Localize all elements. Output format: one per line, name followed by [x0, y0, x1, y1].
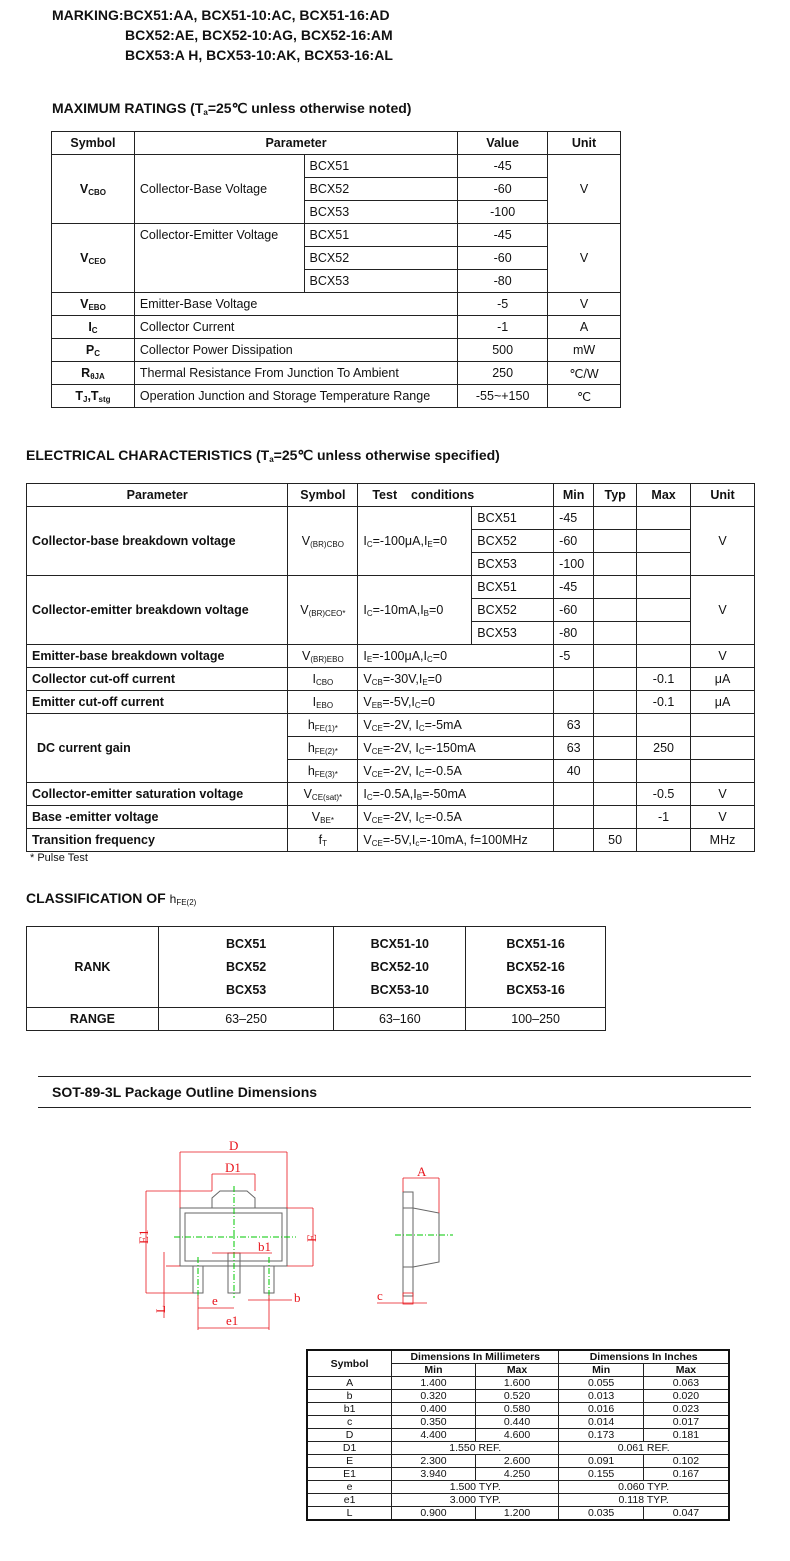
unit-cell: V: [691, 576, 755, 645]
min-cell: -60: [554, 599, 594, 622]
elec-char-table: [26, 483, 755, 852]
unit-cell: ℃/W: [548, 362, 621, 385]
max-ratings-title: MAXIMUM RATINGS ($T_a=25℃$ unless otherwise noted): [52, 100, 412, 117]
device-cell: BCX53: [304, 270, 458, 293]
svg-text:E1: E1: [136, 1229, 151, 1244]
typ-cell: 50: [594, 829, 637, 852]
param-cell: Collector-base breakdown voltage: [27, 507, 288, 576]
cond-cell: $V_{CE}=-5V,I_c=-10mA$, f=100MHz: [358, 829, 554, 852]
elec-char-title: ELECTRICAL CHARACTERISTICS ($T_a=25℃$ unless otherwise specified): [26, 447, 500, 464]
param-vceo: Collector-Emitter Voltage: [134, 224, 304, 293]
param-cell: Collector-emitter breakdown voltage: [27, 576, 288, 645]
package-side-view-drawing: [365, 1150, 465, 1320]
header-inches: Dimensions In Inches: [559, 1350, 729, 1364]
param-cell: Base -emitter voltage: [27, 806, 288, 829]
param-cell: DC current gain: [27, 714, 288, 783]
max-cell: [637, 553, 691, 576]
unit-cell: V: [691, 783, 755, 806]
table-row: [27, 668, 755, 691]
header-mm: Dimensions In Millimeters: [392, 1350, 559, 1364]
device-cell: BCX52: [304, 247, 458, 270]
device-cell: BCX52: [472, 599, 554, 622]
param-cell: Collector Current: [134, 316, 457, 339]
min-cell: 63: [554, 737, 594, 760]
unit-vceo: V: [548, 224, 621, 293]
typ-cell: [594, 806, 637, 829]
typ-cell: [594, 576, 637, 599]
range-row: [27, 1008, 606, 1031]
cond-cell: $I_C=-0.5A,I_B=-50mA$: [358, 783, 554, 806]
cond-cell: $I_C=-100\mu A,I_E=0$: [358, 507, 472, 576]
cond-cell: $V_{EB}=-5V,I_C=0$: [358, 691, 554, 714]
range-label: RANGE: [27, 1008, 159, 1031]
table-row: [27, 645, 755, 668]
max-cell: -0.1: [637, 691, 691, 714]
classification-table: [26, 926, 606, 1031]
cond-cell: $I_E=-100\mu A,I_C=0$: [358, 645, 554, 668]
param-vcbo: Collector-Base Voltage: [134, 155, 304, 224]
typ-cell: [594, 553, 637, 576]
symbol-ic: $I_C$: [52, 316, 135, 339]
header-min: Min: [554, 484, 594, 507]
unit-cell: MHz: [691, 829, 755, 852]
table-row: [52, 385, 621, 408]
rank-label: RANK: [27, 927, 159, 1008]
typ-cell: [594, 507, 637, 530]
param-cell: Collector-emitter saturation voltage: [27, 783, 288, 806]
table-row: [52, 155, 621, 178]
table-row: [52, 224, 621, 247]
table-row: [27, 507, 755, 530]
typ-cell: [594, 783, 637, 806]
symbol-cell: $V_{(BR)CBO}$: [288, 507, 358, 576]
rank-col-3: BCX51-16 BCX52-16 BCX53-16: [466, 927, 606, 1008]
symbol-cell: $V_{CE(sat)*}$: [288, 783, 358, 806]
table-row: E1 3.940 4.250 0.155 0.167: [307, 1468, 729, 1481]
device-cell: BCX53: [472, 622, 554, 645]
min-cell: -60: [554, 530, 594, 553]
param-cell: Emitter-Base Voltage: [134, 293, 457, 316]
max-cell: -1: [637, 806, 691, 829]
typ-cell: [594, 737, 637, 760]
rank-col-1: BCX51 BCX52 BCX53: [158, 927, 334, 1008]
param-cell: Thermal Resistance From Junction To Ambient: [134, 362, 457, 385]
table-row: D 4.400 4.600 0.173 0.181: [307, 1429, 729, 1442]
param-cell: Emitter cut-off current: [27, 691, 288, 714]
device-cell: BCX51: [304, 224, 458, 247]
package-title: SOT-89-3L Package Outline Dimensions: [52, 1084, 318, 1100]
symbol-cell: $h_{FE(3)*}$: [288, 760, 358, 783]
max-cell: [637, 622, 691, 645]
max-cell: [637, 530, 691, 553]
device-cell: BCX51: [472, 576, 554, 599]
header-unit: Unit: [691, 484, 755, 507]
svg-text:E: E: [304, 1234, 319, 1242]
cond-cell: $I_C=-10mA,I_B=0$: [358, 576, 472, 645]
device-cell: BCX52: [304, 178, 458, 201]
max-cell: [637, 507, 691, 530]
max-cell: 250: [637, 737, 691, 760]
value-cell: 250: [458, 362, 548, 385]
header-parameter: Parameter: [134, 132, 457, 155]
unit-cell: V: [548, 293, 621, 316]
symbol-cell: $V_{(BR)CEO*}$: [288, 576, 358, 645]
range-cell: 63–160: [334, 1008, 466, 1031]
symbol-cell: $I_{CBO}$: [288, 668, 358, 691]
unit-cell: mW: [548, 339, 621, 362]
device-cell: BCX51: [472, 507, 554, 530]
svg-text:A: A: [417, 1164, 427, 1179]
header-symbol: Symbol: [52, 132, 135, 155]
min-cell: -5: [554, 645, 594, 668]
svg-text:b1: b1: [258, 1239, 271, 1254]
param-cell: Collector cut-off current: [27, 668, 288, 691]
value-cell: -45: [458, 155, 548, 178]
cond-cell: $V_{CB}=-30V,I_E=0$: [358, 668, 554, 691]
marking-line-3: BCX53:A H, BCX53-10:AK, BCX53-16:AL: [125, 47, 393, 63]
max-ratings-table: [51, 131, 621, 408]
max-cell: [637, 760, 691, 783]
device-cell: BCX53: [304, 201, 458, 224]
header-max: Max: [637, 484, 691, 507]
min-cell: -45: [554, 576, 594, 599]
max-cell: [637, 599, 691, 622]
min-cell: [554, 668, 594, 691]
min-cell: 40: [554, 760, 594, 783]
table-row: [27, 576, 755, 599]
value-cell: -5: [458, 293, 548, 316]
table-row: [27, 691, 755, 714]
max-cell: -0.1: [637, 668, 691, 691]
device-cell: BCX51: [304, 155, 458, 178]
param-cell: Transition frequency: [27, 829, 288, 852]
symbol-vcbo: $V_{CBO}$: [52, 155, 135, 224]
device-cell: BCX52: [472, 530, 554, 553]
header-symbol: Symbol: [307, 1350, 392, 1377]
table-row: [27, 829, 755, 852]
typ-cell: [594, 691, 637, 714]
min-cell: -45: [554, 507, 594, 530]
marking-line-2: BCX52:AE, BCX52-10:AG, BCX52-16:AM: [125, 27, 393, 43]
rank-row: [27, 927, 606, 1008]
range-cell: 100–250: [466, 1008, 606, 1031]
symbol-cell: $h_{FE(2)*}$: [288, 737, 358, 760]
unit-cell: [691, 737, 755, 760]
max-cell: -0.5: [637, 783, 691, 806]
symbol-vceo: $V_{CEO}$: [52, 224, 135, 293]
table-row: [27, 714, 755, 737]
table-header-row: [307, 1350, 729, 1364]
unit-cell: ℃: [548, 385, 621, 408]
symbol-cell: $V_{BE*}$: [288, 806, 358, 829]
min-cell: [554, 829, 594, 852]
dimensions-table: [306, 1349, 730, 1521]
typ-cell: [594, 760, 637, 783]
unit-cell: V: [691, 645, 755, 668]
table-header-row: [27, 484, 755, 507]
max-cell: [637, 829, 691, 852]
header-value: Value: [458, 132, 548, 155]
max-cell: [637, 714, 691, 737]
min-cell: 63: [554, 714, 594, 737]
min-cell: [554, 806, 594, 829]
typ-cell: [594, 668, 637, 691]
header-in-min: Min: [559, 1364, 644, 1377]
cond-cell: $V_{CE}=-2V$, $I_C=-5mA$: [358, 714, 554, 737]
header-symbol: Symbol: [288, 484, 358, 507]
marking-block: [52, 5, 393, 65]
table-row: e 1.500 TYP. 0.060 TYP.: [307, 1481, 729, 1494]
table-row: [27, 806, 755, 829]
symbol-cell: $h_{FE(1)*}$: [288, 714, 358, 737]
symbol-tj-tstg: $T_J,T_{stg}$: [52, 385, 135, 408]
symbol-vebo: $V_{EBO}$: [52, 293, 135, 316]
table-row: [52, 316, 621, 339]
typ-cell: [594, 645, 637, 668]
unit-vcbo: V: [548, 155, 621, 224]
value-cell: -55~+150: [458, 385, 548, 408]
unit-cell: μA: [691, 668, 755, 691]
min-cell: [554, 691, 594, 714]
table-row: E 2.300 2.600 0.091 0.102: [307, 1455, 729, 1468]
param-cell: Emitter-base breakdown voltage: [27, 645, 288, 668]
table-header-row: [52, 132, 621, 155]
value-cell: -1: [458, 316, 548, 339]
symbol-cell: $f_T$: [288, 829, 358, 852]
marking-line-1: MARKING:BCX51:AA, BCX51-10:AC, BCX51-16:AD: [52, 7, 390, 23]
unit-cell: [691, 714, 755, 737]
table-row: L 0.900 1.200 0.035 0.047: [307, 1507, 729, 1521]
package-bottom-rule: [38, 1107, 751, 1108]
param-cell: Operation Junction and Storage Temperature Range: [134, 385, 457, 408]
value-cell: -100: [458, 201, 548, 224]
symbol-rthja: $R_{\theta JA}$: [52, 362, 135, 385]
value-cell: -60: [458, 178, 548, 201]
header-typ: Typ: [594, 484, 637, 507]
param-cell: Collector Power Dissipation: [134, 339, 457, 362]
range-cell: 63–250: [158, 1008, 334, 1031]
table-row: b1 0.400 0.580 0.016 0.023: [307, 1403, 729, 1416]
symbol-pc: $P_C$: [52, 339, 135, 362]
table-row: D1 1.550 REF. 0.061 REF.: [307, 1442, 729, 1455]
cond-cell: $V_{CE}=-2V$, $I_C=-0.5A$: [358, 806, 554, 829]
package-top-view-drawing: [130, 1130, 330, 1340]
rank-col-2: BCX51-10 BCX52-10 BCX53-10: [334, 927, 466, 1008]
svg-text:e: e: [212, 1293, 218, 1308]
min-cell: -80: [554, 622, 594, 645]
svg-text:L: L: [153, 1305, 168, 1313]
unit-cell: A: [548, 316, 621, 339]
header-parameter: Parameter: [27, 484, 288, 507]
classification-title: CLASSIFICATION OF $h_{FE(2)}$: [26, 890, 197, 907]
svg-text:e1: e1: [226, 1313, 239, 1328]
header-test-conditions: Test conditions: [358, 484, 554, 507]
table-row: c 0.350 0.440 0.014 0.017: [307, 1416, 729, 1429]
table-row: [27, 783, 755, 806]
svg-text:c: c: [377, 1288, 383, 1303]
typ-cell: [594, 599, 637, 622]
table-row: [52, 362, 621, 385]
table-row: [52, 293, 621, 316]
cond-cell: $V_{CE}=-2V$, $I_C=-150mA$: [358, 737, 554, 760]
max-cell: [637, 576, 691, 599]
svg-text:D1: D1: [225, 1160, 241, 1175]
header-in-max: Max: [643, 1364, 729, 1377]
table-row: e1 3.000 TYP. 0.118 TYP.: [307, 1494, 729, 1507]
dim-label-D: D: [229, 1138, 239, 1153]
symbol-cell: $V_{(BR)EBO}$: [288, 645, 358, 668]
unit-cell: [691, 760, 755, 783]
value-cell: -45: [458, 224, 548, 247]
pulse-test-footnote: * Pulse Test: [30, 852, 88, 864]
min-cell: -100: [554, 553, 594, 576]
table-row: b 0.320 0.520 0.013 0.020: [307, 1390, 729, 1403]
header-mm-min: Min: [392, 1364, 476, 1377]
symbol-cell: $I_{EBO}$: [288, 691, 358, 714]
unit-cell: V: [691, 806, 755, 829]
value-cell: -60: [458, 247, 548, 270]
value-cell: -80: [458, 270, 548, 293]
header-mm-max: Max: [475, 1364, 559, 1377]
min-cell: [554, 783, 594, 806]
cond-cell: $V_{CE}=-2V$, $I_C=-0.5A$: [358, 760, 554, 783]
unit-cell: μA: [691, 691, 755, 714]
unit-cell: V: [691, 507, 755, 576]
table-row: A 1.400 1.600 0.055 0.063: [307, 1377, 729, 1390]
typ-cell: [594, 714, 637, 737]
typ-cell: [594, 530, 637, 553]
typ-cell: [594, 622, 637, 645]
device-cell: BCX53: [472, 553, 554, 576]
max-cell: [637, 645, 691, 668]
header-unit: Unit: [548, 132, 621, 155]
value-cell: 500: [458, 339, 548, 362]
package-top-rule: [38, 1076, 751, 1077]
table-row: [52, 339, 621, 362]
svg-text:b: b: [294, 1290, 301, 1305]
